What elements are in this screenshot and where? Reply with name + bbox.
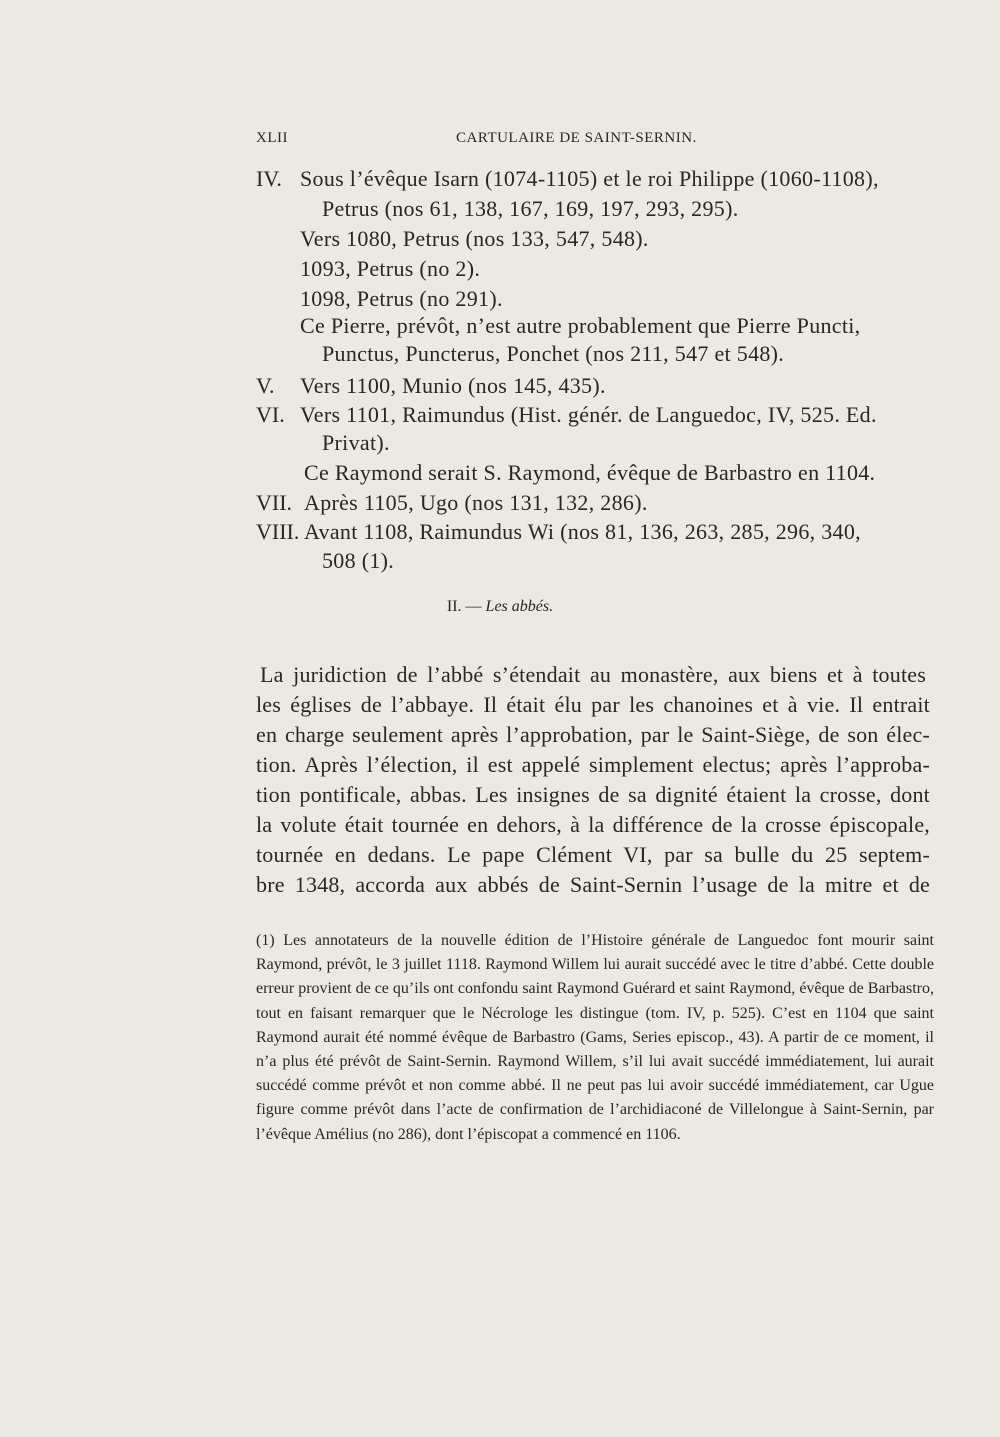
paragraph-line: tournée en dedans. Le pape Clément VI, par sa bulle du 25 septem- [256, 842, 930, 867]
paragraph-line: bre 1348, accorda aux abbés de Saint-Sernin l’usage de la mitre et de [256, 872, 930, 897]
paragraph-line: en charge seulement après l’approbation, par le Saint-Siège, de son élec- [256, 722, 930, 747]
list-number: IV. [256, 166, 282, 191]
list-line: Ce Raymond serait S. Raymond, évêque de Barbastro en 1104. [304, 460, 876, 485]
footnote: (1) Les annotateurs de la nouvelle édition de l’Histoire générale de Languedoc font mourir saint Raymond, prévôt, le 3 juillet 1118. Raymond Willem lui aurait succédé avec le titre d’abbé. Cette double erreur provient de ce qu’ils ont confondu saint Raymond Guérard et saint Raymond, évêque de Barbastro, tout en faisant remarquer que le Nécrologe les distingue (tom. IV, p. 525). C’est en 1104 que saint Raymond aurait été nommé évêque de Barbastro (Gams, Series episcop., 43). A partir de ce moment, il n’a plus été prévôt de Saint-Sernin. Raymond Willem, s’il lui avait succédé immédiatement, lui aurait succédé comme prévôt et non comme abbé. Il ne peut pas lui avoir succédé immédiatement, car Ugue figure comme prévôt dans l’acte de confirmation de l’archidiaconé de Villelongue à Saint-Sernin, par l’évêque Amélius (no 286), dont l’épiscopat a commencé en 1106. [256, 932, 934, 1143]
paragraph-line: la volute était tournée en dehors, à la différence de la crosse épiscopale, [256, 812, 930, 837]
paragraph-line: tion pontificale, abbas. Les insignes de sa dignité étaient la crosse, dont [256, 782, 930, 807]
list-line: Privat). [322, 430, 390, 455]
list-line: Après 1105, Ugo (nos 131, 132, 286). [304, 490, 648, 515]
list-line: Avant 1108, Raimundus Wi (nos 81, 136, 263, 285, 296, 340, [304, 519, 861, 544]
list-line: 1093, Petrus (no 2). [300, 256, 481, 281]
folio-number: XLII [256, 130, 288, 146]
section-title: Les abbés. [485, 598, 554, 615]
list-line: Vers 1080, Petrus (nos 133, 547, 548). [300, 226, 649, 251]
list-line: Ce Pierre, prévôt, n’est autre probablement que Pierre Puncti, [300, 313, 861, 338]
list-line: Punctus, Puncterus, Ponchet (nos 211, 547 et 548). [322, 341, 785, 366]
list-number: V. [256, 373, 275, 398]
list-line: 1098, Petrus (no 291). [300, 286, 503, 311]
paragraph-line: les églises de l’abbaye. Il était élu par les chanoines et à vie. Il entrait [256, 692, 930, 717]
paragraph-line: La juridiction de l’abbé s’étendait au monastère, aux biens et à toutes [260, 662, 926, 687]
list-number: VI. [256, 402, 285, 427]
list-number: VII. [256, 490, 293, 515]
list-line: 508 (1). [322, 548, 395, 573]
list-line: Sous l’évêque Isarn (1074-1105) et le roi Philippe (1060-1108), [300, 166, 879, 191]
list-line: Vers 1101, Raimundus (Hist. génér. de Languedoc, IV, 525. Ed. [300, 402, 877, 427]
section-heading [0, 598, 1000, 616]
running-title: CARTULAIRE DE SAINT-SERNIN. [456, 130, 697, 146]
list-number: VIII. [256, 519, 300, 544]
paragraph-line: tion. Après l’élection, il est appelé simplement electus; après l’approba- [256, 752, 930, 777]
list-line: Petrus (nos 61, 138, 167, 169, 197, 293, 295). [322, 196, 739, 221]
list-line: Vers 1100, Munio (nos 145, 435). [300, 373, 606, 398]
section-number: II. — [446, 598, 482, 615]
